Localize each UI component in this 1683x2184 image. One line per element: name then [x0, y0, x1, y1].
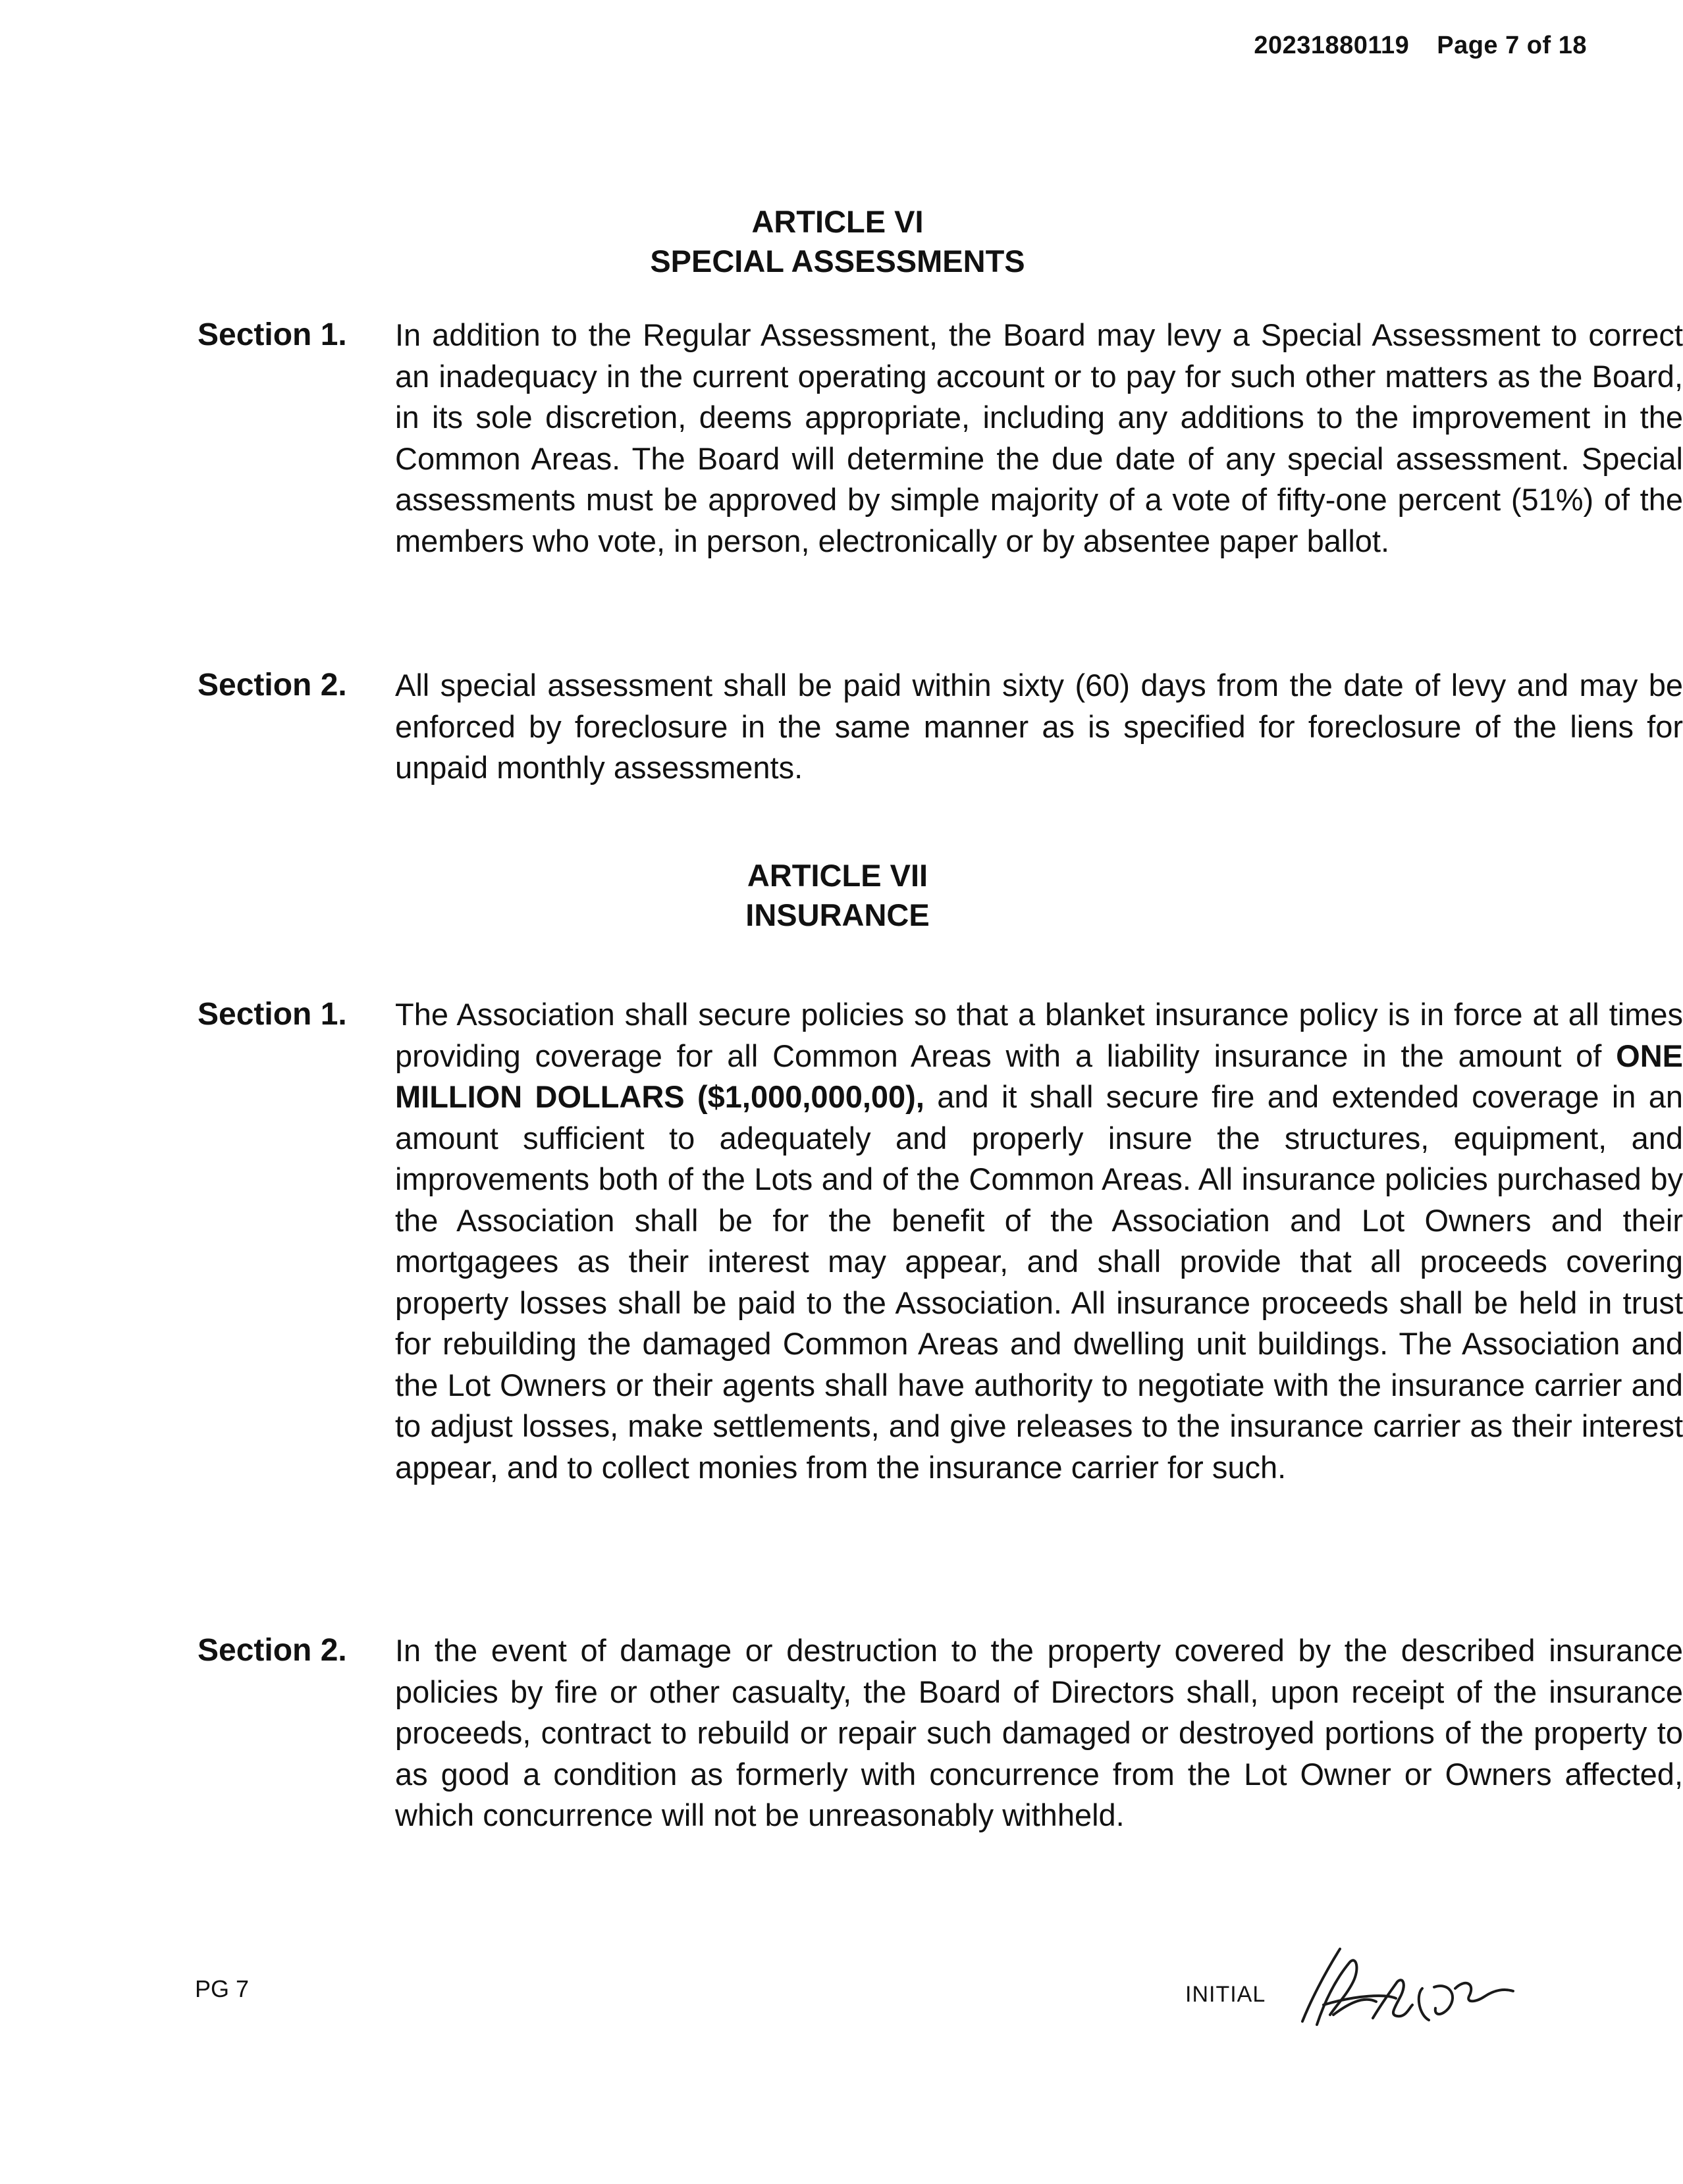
- section-label: Section 1.: [198, 317, 347, 352]
- article-7-heading: [0, 856, 1675, 935]
- section-text: In the event of damage or destruction to the property covered by the described insurance policies by fire or other casualty, the Board of Directors shall, upon receipt of the insurance proceeds, contract to rebuild or repair such damaged or destroyed portions of the property to as good a condition as formerly with concurrence from the Lot Owner or Owners affected, which concurrence will not be unreasonably withheld.: [395, 1633, 1683, 1832]
- section-text-part: and it shall secure fire and extended coverage in an amount sufficient to adequately and properly insure the structures, equipment, and improvements both of the Lots and of the Common Areas. All insurance policies purchased by the Association shall be for the benefit of the Association and Lot Owners and their mortgagees as their interest may appear, and shall provide that all proceeds covering property losses shall be paid to the Association. All insurance proceeds shall be held in trust for rebuilding the damaged Common Areas and dwelling unit buildings. The Association and the Lot Owners or their agents shall have authority to negotiate with the insurance carrier and to adjust losses, make settlements, and give releases to the insurance carrier as their interest appear, and to collect monies from the insurance carrier for such.: [395, 1079, 1683, 1485]
- section-label: Section 2.: [198, 668, 347, 703]
- section-text-part: The Association shall secure policies so that a blanket insurance policy is in force at all times providing coverage for all Common Areas with a liability insurance in the amount of: [395, 997, 1683, 1073]
- article-6-subtitle: SPECIAL ASSESSMENTS: [650, 244, 1025, 279]
- article-6-heading: [0, 202, 1675, 281]
- article-7-title: ARTICLE VII: [747, 858, 928, 893]
- handwritten-initials-signature: [1225, 1942, 1514, 2041]
- page-header: [1254, 32, 1587, 60]
- article-7-subtitle: INSURANCE: [745, 897, 930, 932]
- section-text: All special assessment shall be paid within sixty (60) days from the date of levy and may be enforced by foreclosure in the same manner as is specified for foreclosure of the liens for unpaid monthly assessments.: [395, 668, 1683, 785]
- article-6-title: ARTICLE VI: [751, 204, 924, 239]
- section-text: In addition to the Regular Assessment, the Board may levy a Special Assessment to correct an inadequacy in the current operating account or to pay for such other matters as the Board, in its sole discretion, deems appropriate, including any additions to the improvement in the Common Areas. The Board will determine the due date of any special assessment. Special assessments must be approved by simple majority of a vote of fifty-one percent (51%) of the members who vote, in person, electronically or by absentee paper ballot.: [395, 317, 1683, 558]
- page-code: PG 7: [195, 1975, 250, 2002]
- section-text: [395, 994, 1683, 1488]
- section-label: Section 2.: [198, 1633, 347, 1668]
- initials-block: [1185, 1969, 1514, 2041]
- document-number: 20231880119: [1254, 32, 1410, 59]
- coverage-amount: ONE MILLION DOLLARS ($1,000,000,00),: [395, 1038, 1683, 1114]
- section-label: Section 1.: [198, 997, 347, 1032]
- page-number: Page 7 of 18: [1437, 32, 1587, 59]
- initials-label: INITIAL: [1185, 1982, 1266, 2007]
